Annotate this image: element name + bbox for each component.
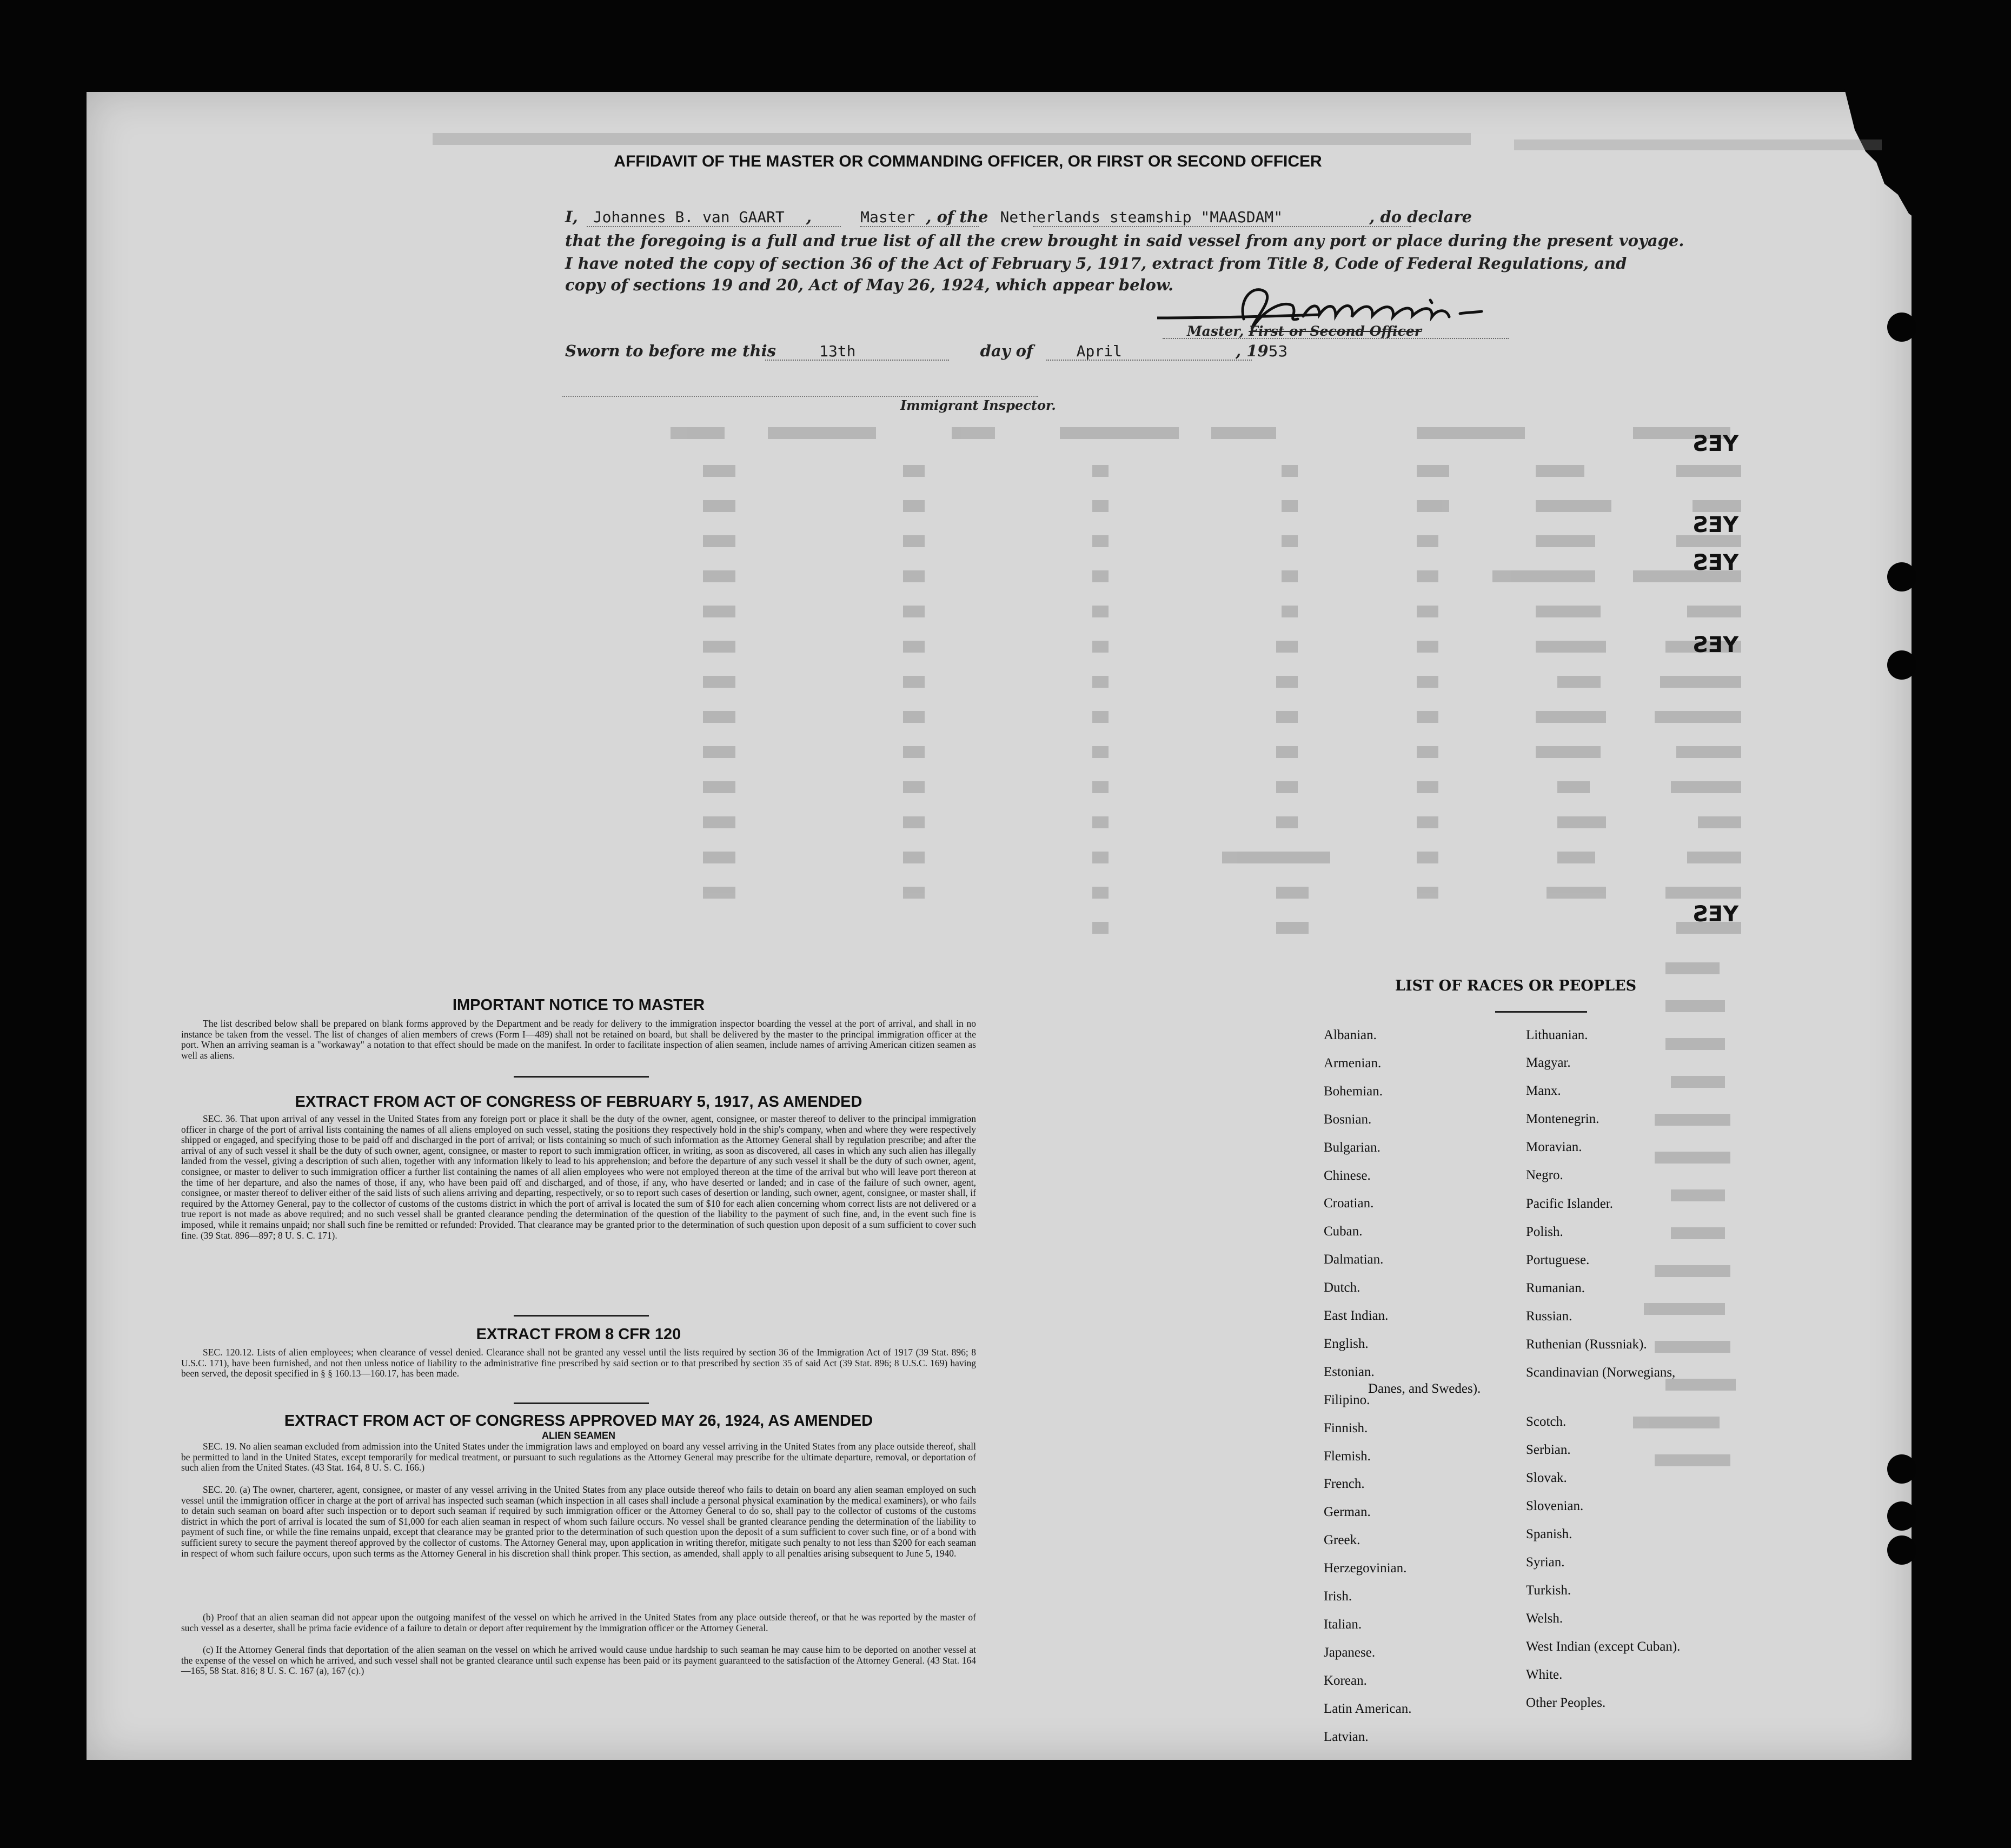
- act-1924-sec20b: (b) Proof that an alien seaman did not appear upon the outgoing manifest of the vessel on which he arrived in the United States from any place outside thereof, or that he was reported by the master of such vessel as a deserter, shall be prima facie evidence of a failure to detain or deport after requirement by the immigration officer or the Attorney General.: [181, 1612, 976, 1633]
- act-1917-text: SEC. 36. That upon arrival of any vessel in the United States from any foreign port or place it shall be the duty of the owner, agent, consignee, or master thereof to deliver to the principal immigration officer in charge of the port of arrival lists containing the names of all aliens employed on such vessel, stating the positions they respectively hold in the ship's company, when and where they were respectively shipped or engaged, and specifying those to be paid off and discharged in the port of arrival; or lists containing so much of such information as the Attorney General shall by regulation prescribe; and after the arrival of any of such vessel it shall be the duty of such owner, agent, consignee, or master to report to such immigration officer, in writing, as soon as discovered, all cases in which any such alien has illegally landed from the vessel, giving a description of such alien, together with any information likely to lead to his apprehension; and before the departure of any such vessel it shall be the duty of such owner, agent, consignee, or master to deliver to such immigration officer a further list containing the names of all alien employees who were not employed thereon at the time of the arrival but who will leave port thereon at the time of her departure, and also the names of those, if any, who have been paid off and discharged, and of those, if any, who have deserted or landed; and in case of the failure of such owner, agent, consignee, or master thereof to deliver either of the said lists of such aliens arriving and departing, respectively, or so to report such cases of desertion or landing, such owner, agent, consignee, or master shall, if required by the Attorney General, pay to the collector of customs of the customs district in which the port of arrival is located the sum of $10 for each alien concerning whom correct lists are not delivered or a true report is not made as above required; and no such vessel shall be granted clearance pending the determination of the question of the liability to the payment of such fine, and, in the event such fine is imposed, while it remains unpaid; nor shall such fine be remitted or refunded: Provided. That clearance may be granted prior to the determination of such question upon deposit of a sum sufficient to cover such fine. (39 Stat. 896—897; 8 U. S. C. 171).: [181, 1113, 976, 1241]
- race-item: Herzegovinian.: [1324, 1561, 1407, 1576]
- handwritten-mark: YES: [1693, 902, 1739, 927]
- of-the: , of the: [926, 208, 988, 226]
- act-1917-title: EXTRACT FROM ACT OF CONGRESS OF FEBRUARY 5, 1917, AS AMENDED: [295, 1093, 862, 1111]
- punch-hole: [1887, 1535, 1916, 1565]
- race-item: Ruthenian (Russniak).: [1526, 1337, 1647, 1352]
- race-item: Welsh.: [1526, 1611, 1563, 1626]
- races-title: LIST OF RACES OR PEOPLES: [1395, 978, 1637, 994]
- day-of: day of: [980, 342, 1033, 360]
- sworn-prefix: Sworn to before me this: [565, 342, 776, 360]
- sworn-month: April: [1076, 342, 1122, 360]
- race-item: Moravian.: [1526, 1140, 1582, 1154]
- race-item: Latin American.: [1324, 1701, 1412, 1716]
- affidavit-title: AFFIDAVIT OF THE MASTER OR COMMANDING OFFICER, OR FIRST OR SECOND OFFICER: [614, 152, 1322, 170]
- year-prefix: , 19: [1236, 342, 1269, 360]
- race-item: Polish.: [1526, 1225, 1563, 1239]
- fill-line: [1163, 338, 1509, 339]
- handwritten-mark: YES: [1693, 633, 1739, 657]
- races-divider: [1495, 1011, 1587, 1013]
- race-item: West Indian (except Cuban).: [1526, 1639, 1681, 1654]
- sworn-day: 13th: [819, 342, 856, 360]
- comma: ,: [806, 208, 812, 226]
- act-1924-sec20a: SEC. 20. (a) The owner, charterer, agent, consignee, or master of any vessel arriving in the United States from any place outside thereof who fails to detain on board any alien seaman employed on such vessel until the immigration officer in charge at the port of arrival has inspected such seaman (which inspection in all cases shall include a personal physical examination by the medical examiners), or who fails to detain such seaman on board after such inspection or to deport such seaman if required by such immigration officer or the Attorney General to do so, shall pay to the collector of customs of the customs district in which the port of arrival is located the sum of $1,000 for each alien seaman in respect of whom such failure occurs. No vessel shall be granted clearance pending the determination of the liability to payment of such fine, or while the fine remains unpaid, except that clearance may be granted prior to the determination of such question upon the deposit of a sum sufficient to cover such fine, or of a bond with sufficient surety to secure the payment thereof approved by the collector of customs. The Attorney General may, upon application in writing therefor, mitigate such penalty to not less than $200 for each seaman in respect of whom such failure occurs, upon such terms as the Attorney General in his discretion shall think proper. This section, as amended, shall apply to all penalties arising subsequent to June 5, 1940.: [181, 1484, 976, 1559]
- race-item: Scandinavian (Norwegians,: [1526, 1365, 1676, 1380]
- race-item: Spanish.: [1526, 1527, 1572, 1541]
- race-item: Armenian.: [1324, 1055, 1382, 1071]
- caption-master: Master,: [1187, 323, 1244, 339]
- race-item: Greek.: [1324, 1533, 1360, 1548]
- race-item: Finnish.: [1324, 1420, 1368, 1435]
- fill-line: [765, 360, 949, 361]
- race-item: English.: [1324, 1336, 1369, 1351]
- steamship-name: Netherlands steamship "MAASDAM": [1000, 208, 1283, 226]
- race-item: Slovak.: [1526, 1471, 1567, 1485]
- affidavit-line-4: copy of sections 19 and 20, Act of May 26, 1924, which appear below.: [565, 276, 1174, 294]
- race-item: Estonian.: [1324, 1364, 1375, 1379]
- affidavit-line-3: I have noted the copy of section 36 of the Act of February 5, 1917, extract from Title 8, Code of Federal Regulations, and: [565, 254, 1627, 272]
- race-item: Scotch.: [1526, 1414, 1567, 1429]
- race-item: Rumanian.: [1526, 1281, 1585, 1295]
- race-item: Portuguese.: [1526, 1253, 1590, 1267]
- punch-hole: [1887, 1501, 1916, 1531]
- affidavit-prefix: I,: [565, 208, 578, 226]
- race-item: Dalmatian.: [1324, 1252, 1384, 1267]
- punch-hole: [1887, 313, 1916, 342]
- race-item: Dutch.: [1324, 1280, 1360, 1295]
- race-item: White.: [1526, 1667, 1563, 1682]
- race-item: French.: [1324, 1477, 1365, 1492]
- race-item: Chinese.: [1324, 1168, 1371, 1183]
- divider: [514, 1315, 649, 1317]
- handwritten-mark: YES: [1693, 550, 1739, 575]
- act-1924-title: EXTRACT FROM ACT OF CONGRESS APPROVED MAY 26, 1924, AS AMENDED: [284, 1412, 873, 1430]
- race-item: Danes, and Swedes).: [1368, 1381, 1481, 1396]
- race-item: Japanese.: [1324, 1645, 1376, 1660]
- signature-caption: [1187, 323, 1422, 339]
- race-item: Cuban.: [1324, 1224, 1363, 1239]
- race-item: Lithuanian.: [1526, 1028, 1588, 1042]
- fill-line: [1046, 360, 1252, 361]
- race-item: German.: [1324, 1505, 1371, 1520]
- handwritten-mark: YES: [1693, 513, 1739, 537]
- affidavit-line-1: [565, 208, 1472, 226]
- fill-line: [587, 226, 841, 227]
- race-item: Bosnian.: [1324, 1112, 1372, 1127]
- race-item: Other Peoples.: [1526, 1696, 1606, 1710]
- race-item: Syrian.: [1526, 1555, 1565, 1570]
- race-item: Negro.: [1526, 1168, 1563, 1182]
- race-item: Montenegrin.: [1526, 1112, 1599, 1126]
- race-item: Albanian.: [1324, 1028, 1377, 1042]
- rank: Master: [860, 208, 915, 226]
- cfr-title: EXTRACT FROM 8 CFR 120: [476, 1326, 681, 1343]
- master-name: Johannes B. van GAART: [593, 208, 785, 226]
- act-1924-subtitle: ALIEN SEAMEN: [541, 1430, 615, 1441]
- notice-title: IMPORTANT NOTICE TO MASTER: [452, 996, 705, 1014]
- inspector-signature-line: [562, 396, 1038, 397]
- race-item: Slovenian.: [1526, 1499, 1584, 1513]
- race-item: Serbian.: [1526, 1442, 1571, 1457]
- race-item: Filipino.: [1324, 1392, 1370, 1407]
- caption-struck-officer: First or Second Officer: [1249, 323, 1422, 339]
- act-1924-sec19: SEC. 19. No alien seaman excluded from admission into the United States under the immigration laws and employed on board any vessel arriving in the United States from any place outside thereof, shall be permitted to land in the United States, except temporarily for medical treatment, or pursuant to such regulations as the Attorney General may prescribe for the ultimate departure, removal, or deportation of such alien from the United States. (43 Stat. 164, 8 U. S. C. 166.): [181, 1441, 976, 1473]
- race-item: Pacific Islander.: [1526, 1196, 1614, 1211]
- bleed-through-heading: [1514, 135, 1882, 157]
- sworn-line: [565, 342, 1287, 360]
- race-item: Italian.: [1324, 1617, 1362, 1632]
- divider: [514, 1076, 649, 1078]
- notice-text: The list described below shall be prepared on blank forms approved by the Department and be ready for delivery to the immigration inspector boarding the vessel at the port of arrival, and shall in no instance be taken from the vessel. The list of changes of alien members of crews (Form I—489) shall not be retained on board, but shall be delivered by the master to the principal immigration officer at the port. When an arriving seaman is a "workaway" a notation to that effect should be made on the manifest. In order to facilitate inspection of alien seamen, include names of arriving American citizen seamen as well as aliens.: [181, 1018, 976, 1061]
- act-1924-sec20c: (c) If the Attorney General finds that deportation of the alien seaman on the vessel on which he arrived would cause undue hardship to such seaman he may cause him to be deported on another vessel at the expense of the vessel on which he arrived, and such vessel shall not be granted clearance until such expense has been paid or its payment guaranteed to the satisfaction of the Attorney General. (43 Stat. 164—165, 58 Stat. 816; 8 U. S. C. 167 (a), 167 (c).): [181, 1644, 976, 1677]
- bleed-through-heading: [433, 128, 1471, 156]
- race-item: Irish.: [1324, 1589, 1352, 1604]
- punch-hole: [1887, 650, 1916, 680]
- punch-hole: [1887, 1454, 1916, 1484]
- race-item: Manx.: [1526, 1083, 1561, 1098]
- race-item: Turkish.: [1526, 1583, 1571, 1598]
- fill-line: [860, 226, 979, 227]
- race-item: Latvian.: [1324, 1729, 1369, 1744]
- divider: [514, 1402, 649, 1404]
- sworn-year: 53: [1268, 342, 1288, 360]
- race-item: Russian.: [1526, 1309, 1572, 1324]
- race-item: Flemish.: [1324, 1448, 1371, 1464]
- race-item: Korean.: [1324, 1673, 1367, 1688]
- punch-hole: [1887, 562, 1916, 591]
- affidavit-line-2: that the foregoing is a full and true list of all the crew brought in said vessel from any port or place during the present voyage.: [565, 231, 1684, 250]
- cfr-text: SEC. 120.12. Lists of alien employees; when clearance of vessel denied. Clearance shall not be granted any vessel until the lists required by section 36 of the Immigration Act of 1917 (39 Stat. 896; 8 U.S.C. 171), have been furnished, and not then unless notice of liability to the administrative fine prescribed by said section or to that prescribed by section 35 of said Act (39 Stat. 896; 8 U.S.C. 169) having been served, the deposit specified in § § 160.13—160.17, has been made.: [181, 1347, 976, 1379]
- declare: , do declare: [1369, 208, 1472, 226]
- race-item: Bulgarian.: [1324, 1140, 1381, 1155]
- fill-line: [1033, 226, 1411, 227]
- handwritten-mark: YES: [1693, 431, 1739, 456]
- race-item: Bohemian.: [1324, 1083, 1383, 1099]
- immigrant-inspector-label: Immigrant Inspector.: [900, 397, 1056, 413]
- race-item: East Indian.: [1324, 1308, 1389, 1323]
- race-item: Croatian.: [1324, 1196, 1374, 1211]
- race-item: Magyar.: [1526, 1055, 1571, 1070]
